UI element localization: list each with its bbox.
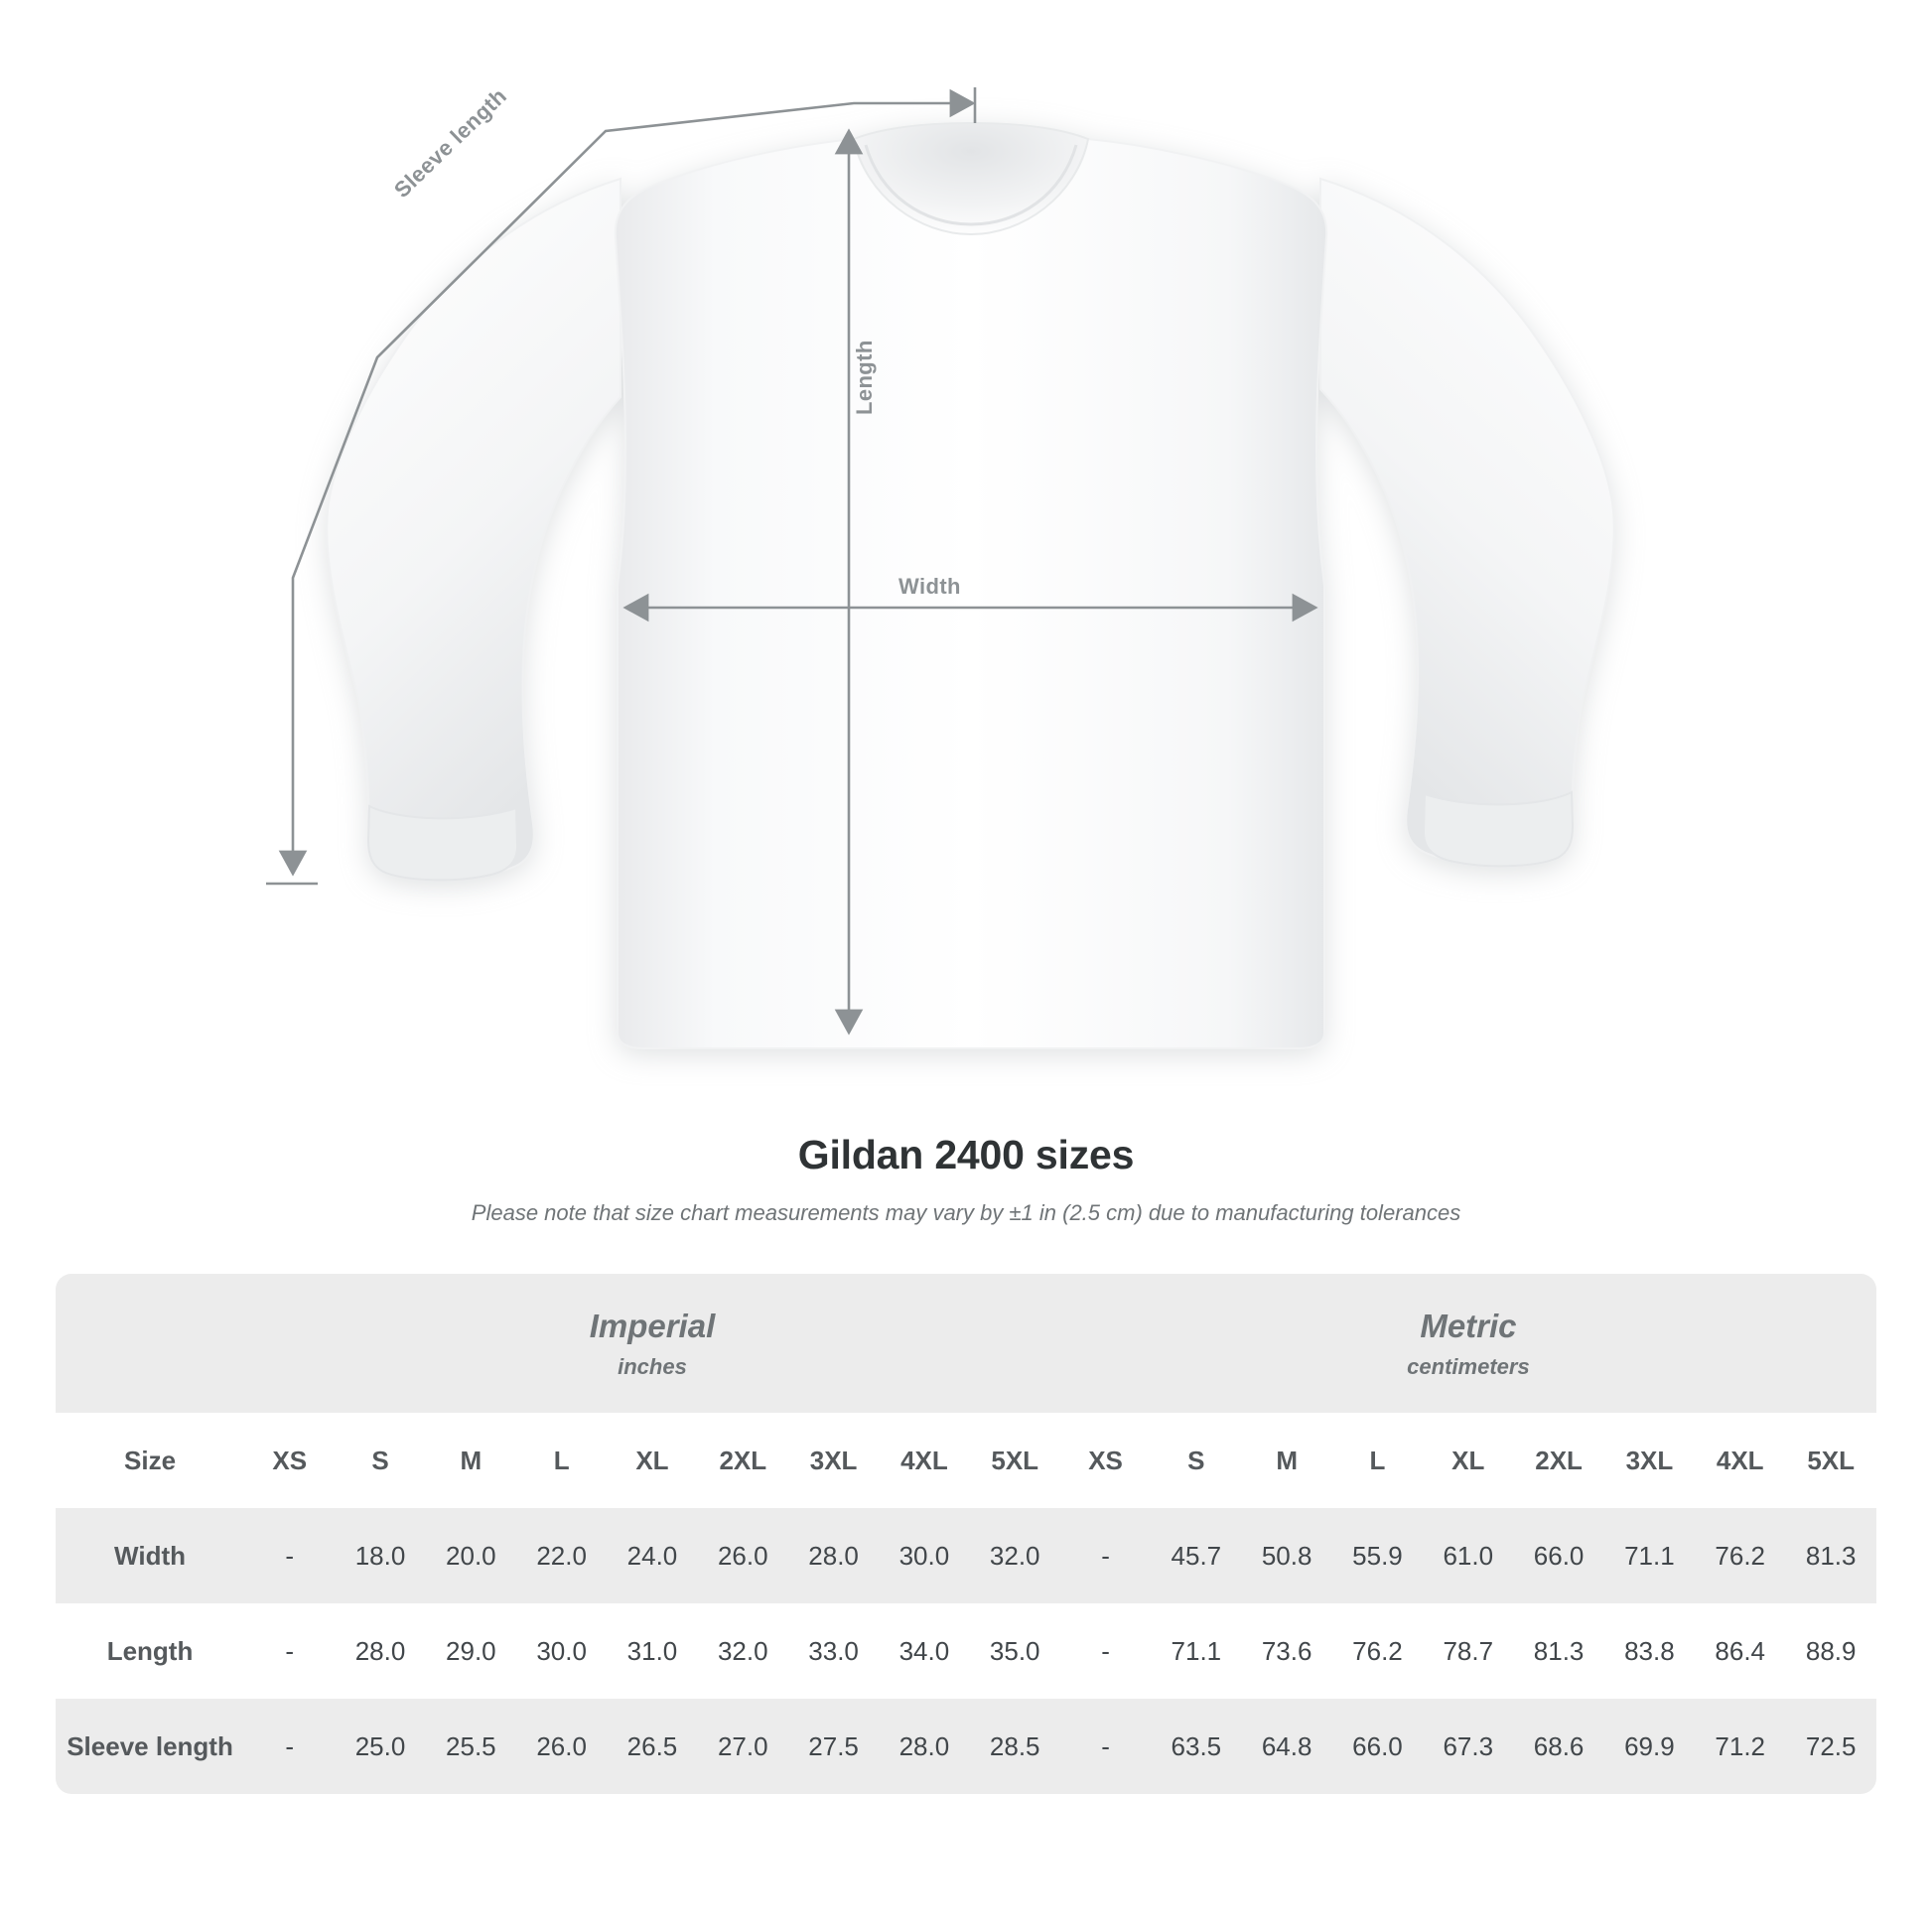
size-header-metric-3xl: 3XL [1604,1413,1695,1508]
title-block [0,1132,1932,1226]
size-header-metric-xl: XL [1423,1413,1513,1508]
cell-length-metric-l: 76.2 [1332,1603,1423,1699]
cell-sleeve-metric-s: 63.5 [1151,1699,1241,1794]
size-header-imperial-xs: XS [244,1413,335,1508]
cell-sleeve-metric-3xl: 69.9 [1604,1699,1695,1794]
cell-width-imperial-s: 18.0 [335,1508,425,1603]
size-header-imperial-xl: XL [607,1413,697,1508]
cell-length-imperial-5xl: 35.0 [970,1603,1060,1699]
garment-body [327,123,1614,1048]
cell-width-imperial-2xl: 26.0 [698,1508,788,1603]
size-header-metric-4xl: 4XL [1695,1413,1785,1508]
cell-width-metric-xs: - [1060,1508,1151,1603]
cell-width-metric-m: 50.8 [1242,1508,1332,1603]
cell-width-metric-3xl: 71.1 [1604,1508,1695,1603]
size-header-imperial-m: M [426,1413,516,1508]
size-header-metric-m: M [1242,1413,1332,1508]
cell-width-imperial-4xl: 30.0 [879,1508,969,1603]
cell-width-metric-s: 45.7 [1151,1508,1241,1603]
cell-length-metric-3xl: 83.8 [1604,1603,1695,1699]
row-label-width: Width [56,1508,244,1603]
table-row [56,1603,1876,1699]
tolerance-note: Please note that size chart measurements may vary by ±1 in (2.5 cm) due to manufacturing tolerances [471,1200,1461,1225]
cell-length-imperial-xs: - [244,1603,335,1699]
width-label: Width [898,574,961,599]
size-header-imperial-4xl: 4XL [879,1413,969,1508]
cell-length-imperial-4xl: 34.0 [879,1603,969,1699]
cell-sleeve-imperial-3xl: 27.5 [788,1699,879,1794]
size-header-row [56,1413,1876,1508]
cell-length-metric-m: 73.6 [1242,1603,1332,1699]
size-chart-table [56,1274,1876,1794]
table-row [56,1699,1876,1794]
cell-sleeve-imperial-s: 25.0 [335,1699,425,1794]
unit-sub-metric: centimeters [1407,1353,1530,1379]
cell-length-imperial-3xl: 33.0 [788,1603,879,1699]
cell-sleeve-imperial-2xl: 27.0 [698,1699,788,1794]
size-header-imperial-s: S [335,1413,425,1508]
size-header-imperial-3xl: 3XL [788,1413,879,1508]
cell-sleeve-imperial-4xl: 28.0 [879,1699,969,1794]
cell-width-imperial-xs: - [244,1508,335,1603]
size-header-imperial-2xl: 2XL [698,1413,788,1508]
cell-sleeve-metric-4xl: 71.2 [1695,1699,1785,1794]
row-label-sleeve-length: Sleeve length [56,1699,244,1794]
cell-width-metric-5xl: 81.3 [1785,1508,1876,1603]
cell-length-metric-2xl: 81.3 [1513,1603,1603,1699]
cell-length-metric-s: 71.1 [1151,1603,1241,1699]
size-header-metric-5xl: 5XL [1785,1413,1876,1508]
cell-width-imperial-m: 20.0 [426,1508,516,1603]
cell-length-metric-4xl: 86.4 [1695,1603,1785,1699]
cell-sleeve-metric-xs: - [1060,1699,1151,1794]
cell-width-imperial-l: 22.0 [516,1508,607,1603]
cell-sleeve-imperial-l: 26.0 [516,1699,607,1794]
unit-header-metric [1060,1274,1876,1413]
cell-width-imperial-5xl: 32.0 [970,1508,1060,1603]
cell-width-metric-l: 55.9 [1332,1508,1423,1603]
unit-header-imperial [244,1274,1060,1413]
cell-width-metric-4xl: 76.2 [1695,1508,1785,1603]
cell-width-imperial-xl: 24.0 [607,1508,697,1603]
cell-sleeve-imperial-xl: 26.5 [607,1699,697,1794]
size-header-imperial-5xl: 5XL [970,1413,1060,1508]
cell-sleeve-metric-xl: 67.3 [1423,1699,1513,1794]
size-header-imperial-l: L [516,1413,607,1508]
cell-sleeve-metric-l: 66.0 [1332,1699,1423,1794]
cell-sleeve-metric-m: 64.8 [1242,1699,1332,1794]
cell-length-metric-xs: - [1060,1603,1151,1699]
cell-length-imperial-s: 28.0 [335,1603,425,1699]
unit-name-metric: Metric [1420,1307,1517,1344]
cell-sleeve-imperial-m: 25.5 [426,1699,516,1794]
cell-length-imperial-m: 29.0 [426,1603,516,1699]
size-header-metric-s: S [1151,1413,1241,1508]
cell-width-metric-xl: 61.0 [1423,1508,1513,1603]
cell-sleeve-metric-2xl: 68.6 [1513,1699,1603,1794]
unit-header-spacer [56,1274,244,1413]
size-header-metric-2xl: 2XL [1513,1413,1603,1508]
table-row [56,1508,1876,1603]
size-header-metric-xs: XS [1060,1413,1151,1508]
unit-sub-imperial: inches [618,1353,687,1379]
unit-name-imperial: Imperial [589,1307,716,1344]
cell-sleeve-imperial-5xl: 28.5 [970,1699,1060,1794]
cell-length-imperial-2xl: 32.0 [698,1603,788,1699]
size-header-label: Size [56,1413,244,1508]
cell-length-metric-5xl: 88.9 [1785,1603,1876,1699]
sleeve-length-label: Sleeve length [389,82,512,203]
size-table-wrapper [56,1274,1876,1794]
cell-sleeve-metric-5xl: 72.5 [1785,1699,1876,1794]
cell-width-imperial-3xl: 28.0 [788,1508,879,1603]
cell-width-metric-2xl: 66.0 [1513,1508,1603,1603]
row-label-length: Length [56,1603,244,1699]
cell-length-metric-xl: 78.7 [1423,1603,1513,1699]
unit-header-row [56,1274,1876,1413]
size-header-metric-l: L [1332,1413,1423,1508]
cell-length-imperial-xl: 31.0 [607,1603,697,1699]
cell-length-imperial-l: 30.0 [516,1603,607,1699]
cell-sleeve-imperial-xs: - [244,1699,335,1794]
length-label: Length [852,340,877,415]
page-title: Gildan 2400 sizes [797,1132,1135,1177]
